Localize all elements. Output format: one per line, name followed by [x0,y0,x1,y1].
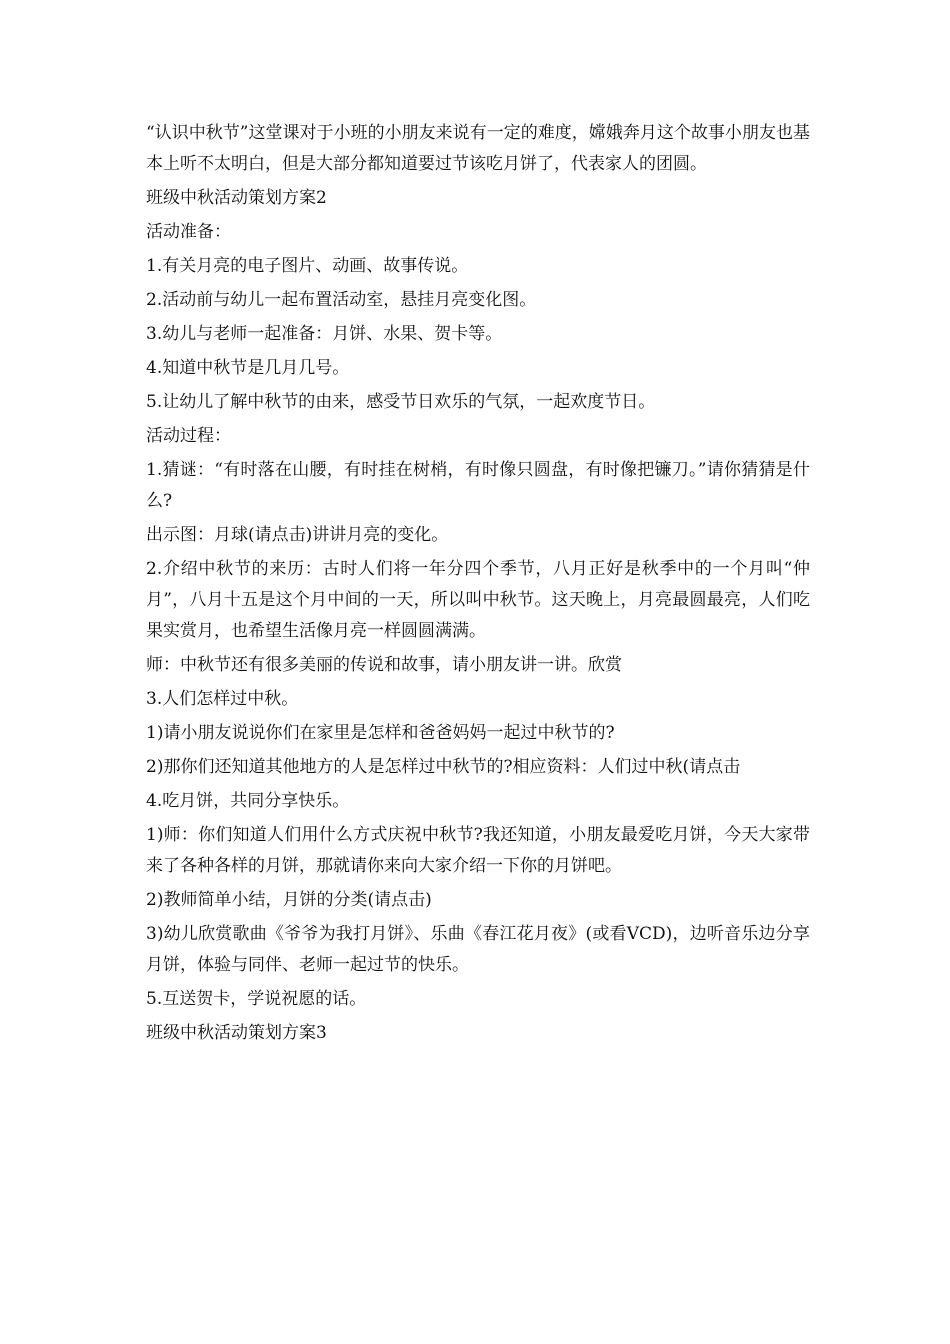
preparation-item-3: 3.幼儿与老师一起准备：月饼、水果、贺卡等。 [146,324,503,344]
process-step-4-mooncake: 4.吃月饼，共同分享快乐。 [146,791,350,811]
process-step-4-sub-2: 2)教师简单小结，月饼的分类(请点击) [146,890,432,910]
process-teacher-stories: 师：中秋节还有很多美丽的传说和故事，请小朋友讲一讲。欣赏 [146,655,622,675]
section-heading-plan-3: 班级中秋活动策划方案3 [146,1023,327,1043]
process-step-4-sub-3: 3)幼儿欣赏歌曲《爷爷为我打月饼》、乐曲《春江花月夜》(或看VCD)，边听音乐边分享月饼，体验与同伴、老师一起过节的快乐。 [146,924,810,975]
process-step-2-origin: 2.介绍中秋节的来历：古时人们将一年分四个季节，八月正好是秋季中的一个月叫“仲月”，八月十五是这个月中间的一天，所以叫中秋节。这天晚上，月亮最圆最亮，人们吃果实赏月，也希望生活像月亮一样圆圆满满。 [146,559,810,641]
process-step-5-cards: 5.互送贺卡，学说祝愿的话。 [146,989,367,1009]
process-show-picture: 出示图：月球(请点击)讲讲月亮的变化。 [146,525,449,545]
section-heading-plan-2: 班级中秋活动策划方案2 [146,188,327,208]
process-step-3-sub-2: 2)那你们还知道其他地方的人是怎样过中秋节的?相应资料：人们过中秋(请点击 [146,757,741,777]
process-step-3-celebrate: 3.人们怎样过中秋。 [146,689,299,709]
preparation-item-5: 5.让幼儿了解中秋节的由来，感受节日欢乐的气氛，一起欢度节日。 [146,392,656,412]
preparation-item-1: 1.有关月亮的电子图片、动画、故事传说。 [146,256,469,276]
preparation-item-2: 2.活动前与幼儿一起布置活动室，悬挂月亮变化图。 [146,290,537,310]
intro-paragraph: “认识中秋节”这堂课对于小班的小朋友来说有一定的难度，嫦娥奔月这个故事小朋友也基本上听不太明白，但是大部分都知道要过节该吃月饼了，代表家人的团圆。 [146,123,810,174]
document-page [146,118,810,1049]
process-step-3-sub-1: 1)请小朋友说说你们在家里是怎样和爸爸妈妈一起过中秋节的? [146,723,615,743]
process-heading: 活动过程： [146,426,231,446]
preparation-item-4: 4.知道中秋节是几月几号。 [146,358,350,378]
process-step-4-sub-1: 1)师：你们知道人们用什么方式庆祝中秋节?我还知道，小朋友最爱吃月饼，今天大家带来了各种各样的月饼，那就请你来向大家介绍一下你的月饼吧。 [146,825,810,876]
process-step-1-riddle: 1.猜谜：“有时落在山腰，有时挂在树梢，有时像只圆盘，有时像把镰刀。”请你猜猜是什么? [146,460,810,511]
preparation-heading: 活动准备： [146,222,231,242]
